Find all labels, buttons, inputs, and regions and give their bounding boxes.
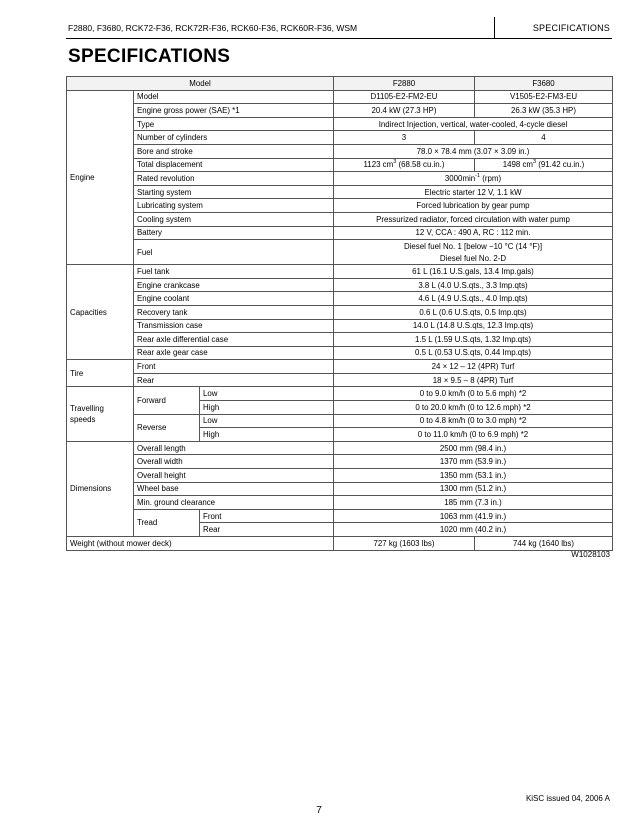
- table-row: [67, 414, 613, 428]
- cell-value: V1505-E2-FM3-EU: [475, 90, 613, 104]
- table-row: [67, 226, 613, 240]
- table-row: [67, 117, 613, 131]
- row-label-high: High: [200, 428, 334, 442]
- cell-value: 2500 mm (98.4 in.): [334, 441, 613, 455]
- row-label: Fuel: [134, 240, 334, 265]
- row-label: Overall length: [134, 441, 334, 455]
- table-row: [67, 185, 613, 199]
- cell-value: 1300 mm (51.2 in.): [334, 482, 613, 496]
- disp-f3680-rest: (91.42 cu.in.): [536, 160, 585, 170]
- table-row: [67, 469, 613, 483]
- disp-f2880-rest: (68.58 cu.in.): [396, 160, 445, 170]
- cell-value: 727 kg (1603 lbs): [334, 537, 475, 551]
- row-label: Model: [134, 90, 334, 104]
- document-code: W1028103: [571, 550, 610, 559]
- table-row: [67, 482, 613, 496]
- row-label: Overall height: [134, 469, 334, 483]
- table-row: [67, 144, 613, 158]
- row-label: Front: [134, 360, 334, 374]
- row-label-tread-front: Front: [200, 509, 334, 523]
- row-label: Engine gross power (SAE) *1: [134, 104, 334, 118]
- table-row: [67, 441, 613, 455]
- table-row: [67, 360, 613, 374]
- table-row: [67, 131, 613, 145]
- row-label: Engine coolant: [134, 292, 334, 306]
- row-label-low: Low: [200, 387, 334, 401]
- header-models: F2880, F3680, RCK72-F36, RCK72R-F36, RCK60-F36, RCK60R-F36, WSM: [68, 23, 358, 33]
- cell-value: Diesel fuel No. 1 [below −10 °C (14 °F)]: [334, 240, 613, 253]
- cell-value: [334, 158, 475, 172]
- cell-value: 1.5 L (1.59 U.S.qts, 1.32 Imp.qts): [334, 333, 613, 347]
- cell-value: 3.8 L (4.0 U.S.qts., 3.3 Imp.qts): [334, 278, 613, 292]
- cell-value: 0 to 9.0 km/h (0 to 5.6 mph) *2: [334, 387, 613, 401]
- cell-value: 744 kg (1640 lbs): [475, 537, 613, 551]
- table-row: [67, 346, 613, 360]
- disp-f2880-number: 1123 cm: [363, 160, 394, 170]
- row-label: Number of cylinders: [134, 131, 334, 145]
- rev-exponent: -1: [475, 172, 481, 179]
- disp-f2880-exponent: 3: [393, 159, 397, 166]
- table-row: [67, 319, 613, 333]
- cell-value: Diesel fuel No. 2-D: [334, 252, 613, 265]
- row-label-forward: Forward: [134, 387, 200, 414]
- cell-value: 0.6 L (0.6 U.S.qts, 0.5 Imp.qts): [334, 305, 613, 319]
- group-travelling-speeds: Travelling speeds: [67, 387, 134, 441]
- header-divider-notch: [494, 17, 495, 38]
- row-label-weight: Weight (without mower deck): [67, 537, 334, 551]
- row-label: Rear: [134, 373, 334, 387]
- cell-value: 12 V, CCA : 490 A, RC : 112 min.: [334, 226, 613, 240]
- row-label: Wheel base: [134, 482, 334, 496]
- table-row: [67, 172, 613, 186]
- row-label: Battery: [134, 226, 334, 240]
- group-dimensions: Dimensions: [67, 441, 134, 536]
- row-label: Engine crankcase: [134, 278, 334, 292]
- table-row: [67, 373, 613, 387]
- row-label-high: High: [200, 401, 334, 415]
- cell-value: 14.0 L (14.8 U.S.qts, 12.3 Imp.qts): [334, 319, 613, 333]
- table-row: [67, 212, 613, 226]
- cell-value: D1105-E2-FM2-EU: [334, 90, 475, 104]
- table-row: [67, 265, 613, 279]
- row-label: Rear axle gear case: [134, 346, 334, 360]
- cell-value: 1370 mm (53.9 in.): [334, 455, 613, 469]
- table-row: [67, 158, 613, 172]
- table-row: [67, 496, 613, 510]
- cell-value: 1020 mm (40.2 in.): [334, 523, 613, 537]
- row-label-low: Low: [200, 414, 334, 428]
- row-label: Bore and stroke: [134, 144, 334, 158]
- row-label: Recovery tank: [134, 305, 334, 319]
- table-row: [67, 537, 613, 551]
- rev-number: 3000min: [444, 173, 476, 183]
- header-model: Model: [67, 77, 334, 91]
- table-row: [67, 509, 613, 523]
- row-label: Type: [134, 117, 334, 131]
- group-capacities: Capacities: [67, 265, 134, 360]
- page-title: SPECIFICATIONS: [68, 46, 231, 67]
- table-row: [67, 90, 613, 104]
- table-row: [67, 387, 613, 401]
- header-section-title: SPECIFICATIONS: [532, 23, 610, 33]
- row-label: Total displacement: [134, 158, 334, 172]
- row-label: Rear axle differential case: [134, 333, 334, 347]
- header-f3680: F3680: [475, 77, 613, 91]
- cell-value: Pressurized radiator, forced circulation with water pump: [334, 212, 613, 226]
- header-f2880: F2880: [334, 77, 475, 91]
- cell-value: 20.4 kW (27.3 HP): [334, 104, 475, 118]
- row-label-tread: Tread: [134, 509, 200, 536]
- row-label: Lubricating system: [134, 199, 334, 213]
- cell-value: 1063 mm (41.9 in.): [334, 509, 613, 523]
- cell-value: Forced lubrication by gear pump: [334, 199, 613, 213]
- group-engine: Engine: [67, 90, 134, 265]
- cell-value: [334, 172, 613, 186]
- cell-value: 0.5 L (0.53 U.S.qts, 0.44 Imp.qts): [334, 346, 613, 360]
- cell-value: Indirect Injection, vertical, water-cooled, 4-cycle diesel: [334, 117, 613, 131]
- table-row: [67, 455, 613, 469]
- table-row: [67, 305, 613, 319]
- row-label: Starting system: [134, 185, 334, 199]
- header-rule: [66, 38, 612, 39]
- cell-value: 185 mm (7.3 in.): [334, 496, 613, 510]
- cell-value: 4: [475, 131, 613, 145]
- cell-value: 4.6 L (4.9 U.S.qts., 4.0 Imp.qts): [334, 292, 613, 306]
- cell-value: 24 × 12 – 12 (4PR) Turf: [334, 360, 613, 374]
- row-label: Rated revolution: [134, 172, 334, 186]
- cell-value: 61 L (16.1 U.S.gals, 13.4 Imp.gals): [334, 265, 613, 279]
- table-row: [67, 104, 613, 118]
- cell-value: 0 to 4.8 km/h (0 to 3.0 mph) *2: [334, 414, 613, 428]
- disp-f3680-exponent: 3: [532, 159, 537, 166]
- table-row: [67, 278, 613, 292]
- table-row: [67, 333, 613, 347]
- cell-value: 0 to 20.0 km/h (0 to 12.6 mph) *2: [334, 401, 613, 415]
- row-label: Cooling system: [134, 212, 334, 226]
- rev-rest: (rpm): [480, 173, 502, 183]
- cell-value: Electric starter 12 V, 1.1 kW: [334, 185, 613, 199]
- cell-value: 18 × 9.5 – 8 (4PR) Turf: [334, 373, 613, 387]
- specifications-table: [66, 76, 613, 551]
- row-label: Transmission case: [134, 319, 334, 333]
- cell-value: 3: [334, 131, 475, 145]
- page-number: 7: [316, 805, 322, 816]
- row-label: Overall width: [134, 455, 334, 469]
- group-tire: Tire: [67, 360, 134, 387]
- row-label-reverse: Reverse: [134, 414, 200, 441]
- row-label-tread-rear: Rear: [200, 523, 334, 537]
- table-row: [67, 199, 613, 213]
- disp-f3680-number: 1498 cm: [502, 160, 533, 170]
- cell-value: 26.3 kW (35.3 HP): [475, 104, 613, 118]
- row-label: Fuel tank: [134, 265, 334, 279]
- row-label: Min. ground clearance: [134, 496, 334, 510]
- table-header-row: [67, 77, 613, 91]
- cell-value: [475, 158, 613, 172]
- table-row: [67, 240, 613, 253]
- cell-value: 0 to 11.0 km/h (0 to 6.9 mph) *2: [334, 428, 613, 442]
- table-row: [67, 292, 613, 306]
- issue-note: KiSC issued 04, 2006 A: [525, 794, 610, 803]
- cell-value: 78.0 × 78.4 mm (3.07 × 3.09 in.): [334, 144, 613, 158]
- cell-value: 1350 mm (53.1 in.): [334, 469, 613, 483]
